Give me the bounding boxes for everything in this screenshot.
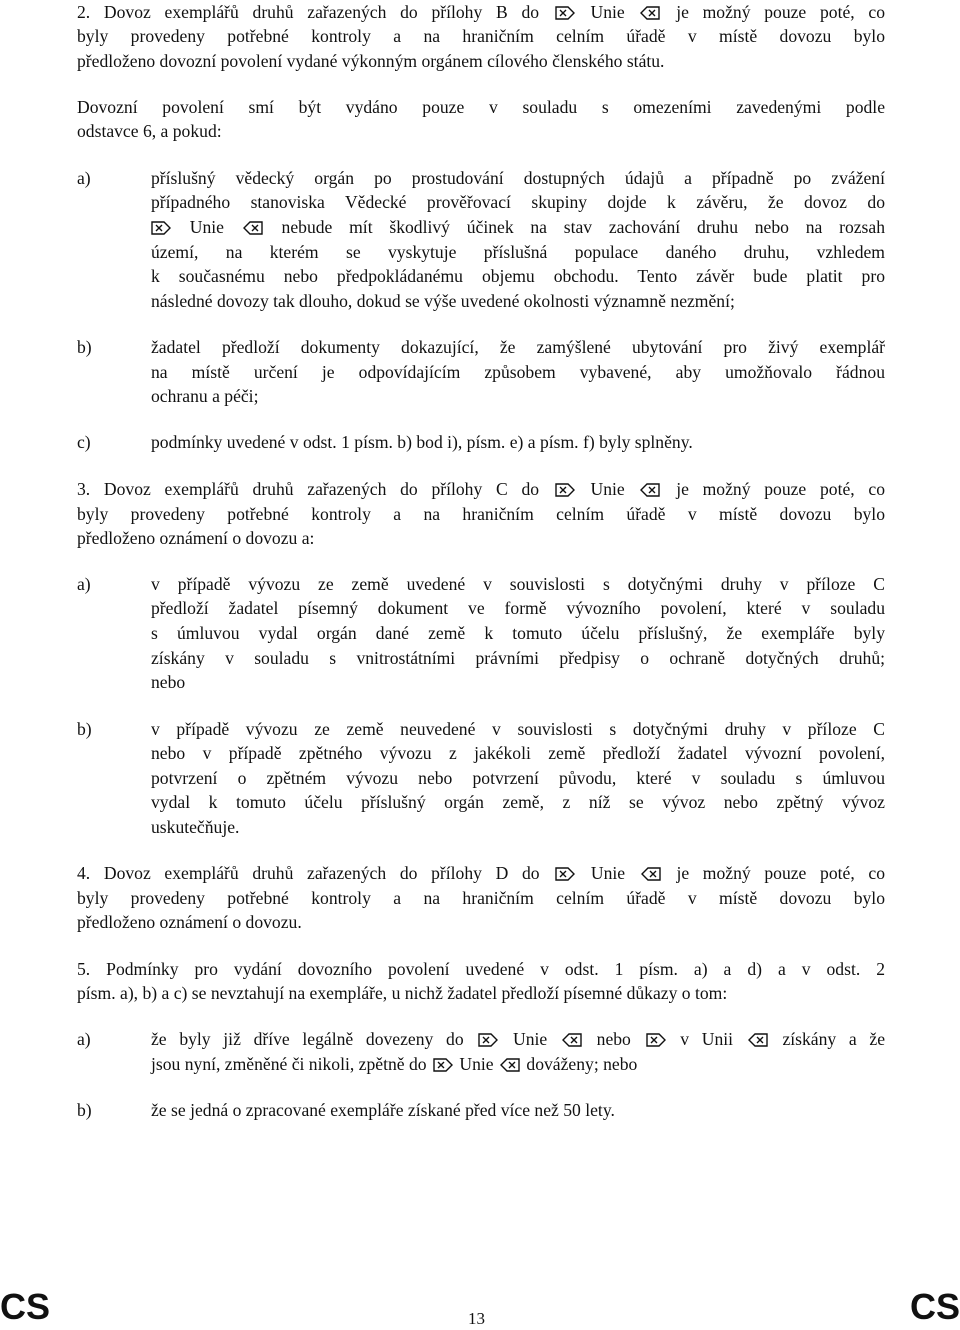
para5-line2: písm. a), b) a c) se nevztahují na exempláře, u nichž žadatel předloží písemné důkazy o tom: [77,983,728,1003]
para3-item-a-line5: nebo [151,672,186,692]
para3-line2: byly provedeny potřebné kontroly a na hraničním celním úřadě v místě dovozu bylo [77,504,885,524]
insertion-start-icon [555,483,575,497]
para2-item-b-line2: na místě určení je odpovídajícím způsobem vybavené, aby umožňovalo řádnou [151,362,885,382]
para3-item-a-line2: předloží žadatel písemný dokument ve formě vývozního povolení, které v souladu [151,598,885,618]
para2-line1: 2. Dovoz exemplářů druhů zařazených do přílohy B do Unie je možný pouze poté, co [77,2,885,22]
para2-item-c-line1: podmínky uvedené v odst. 1 písm. b) bod i), písm. e) a písm. f) byly splněny. [151,432,693,452]
insertion-start-icon [433,1058,453,1072]
insertion-end-icon [641,867,661,881]
para3-item-a-label: a) [77,574,91,594]
para2-item-a-line6: následné dovozy tak dlouho, dokud se výše uvedené okolnosti významně nezmění; [151,291,735,311]
para2-item-b-label: b) [77,337,92,357]
para2-line2: byly provedeny potřebné kontroly a na hraničním celním úřadě v místě dovozu bylo [77,26,885,46]
para4-line2: byly provedeny potřebné kontroly a na hraničním celním úřadě v místě dovozu bylo [77,888,885,908]
para2-item-a-line1: příslušný vědecký orgán po prostudování dostupných údajů a případně po zvážení [151,168,885,188]
para5-item-a-line2: jsou nyní, změněné či nikoli, zpětně do Unie dováženy; nebo [151,1054,638,1074]
para2-item-c-label: c) [77,432,91,452]
insertion-start-icon [151,221,171,235]
insertion-end-icon [562,1033,582,1047]
para5-item-a-line1: že byly již dříve legálně dovezeny do Unie nebo v Unii získány a že [151,1029,886,1049]
para3-item-b-label: b) [77,719,92,739]
insertion-start-icon [555,867,575,881]
para5-item-b-line1: že se jedná o zpracované exempláře získané před více než 50 lety. [151,1100,615,1120]
para4-line3: předloženo oznámení o dovozu. [77,912,302,932]
para3-item-b-line5: uskutečňuje. [151,817,240,837]
para4-line1: 4. Dovoz exemplářů druhů zařazených do přílohy D do Unie je možný pouze poté, co [77,863,885,883]
para2-item-a-line3: Unie nebude mít škodlivý účinek na stav zachování druhu nebo na rozsah [151,215,885,240]
para2-item-a-label: a) [77,168,91,188]
footer-language-code-right: CS [909,1286,960,1327]
para5-item-a-label: a) [77,1029,91,1049]
para5-item-b-label: b) [77,1100,92,1120]
para2-line3: předloženo dovozní povolení vydané výkonným orgánem cílového členského státu. [77,51,665,71]
para3-line3: předloženo oznámení o dovozu a: [77,528,315,548]
para3-item-b-line3: potvrzení o zpětném vývozu nebo potvrzení původu, které v souladu s úmluvou [151,768,885,788]
insertion-end-icon [640,483,660,497]
para3-line1: 3. Dovoz exemplářů druhů zařazených do přílohy C do Unie je možný pouze poté, co [77,479,885,499]
para2-line5: odstavce 6, a pokud: [77,121,222,141]
para3-item-b-line2: nebo v případě zpětného vývozu z jakékoli země předloží žadatel vývozní povolení, [151,743,885,763]
para2-line4: Dovozní povolení smí být vydáno pouze v souladu s omezeními zavedenými podle [77,97,885,117]
insertion-end-icon [500,1058,520,1072]
insertion-end-icon [748,1033,768,1047]
para3-item-a-line4: získány v souladu s vnitrostátními právními předpisy o ochraně dotyčných druhů; [151,648,885,668]
insertion-start-icon [646,1033,666,1047]
para3-item-a-line1: v případě vývozu ze země uvedené v souvislosti s dotyčnými druhy v příloze C [151,574,885,594]
para2-item-a-line4: území, na kterém se vyskytuje příslušná populace daného druhu, vzhledem [151,242,885,262]
para5-line1: 5. Podmínky pro vydání dovozního povolení uvedené v odst. 1 písm. a) a d) a v odst. 2 [77,959,885,979]
para2-item-b-line1: žadatel předloží dokumenty dokazující, že zamýšlené ubytování pro živý exemplář [151,337,885,357]
para3-item-b-line4: vydal k tomuto účelu příslušný orgán země, z níž se vývoz nebo zpětný vývoz [151,792,885,812]
para2-item-a-line2: případného stanoviska Vědecké prověřovací skupiny dojde k závěru, že dovoz do [151,192,885,212]
insertion-end-icon [640,6,660,20]
insertion-start-icon [555,6,575,20]
para2-item-a-line5: k současnému nebo předpokládanému objemu obchodu. Tento závěr bude platit pro [151,266,885,286]
para3-item-a-line3: s úmluvou vydal orgán dané země k tomuto účelu příslušný, že exempláře byly [151,623,885,643]
para2-item-b-line3: ochranu a péči; [151,386,259,406]
para3-item-b-line1: v případě vývozu ze země neuvedené v souvislosti s dotyčnými druhy v příloze C [151,719,885,739]
insertion-end-icon [243,221,263,235]
insertion-start-icon [478,1033,498,1047]
footer-language-code-left: CS [0,1286,51,1327]
page-number: 13 [468,1309,485,1328]
